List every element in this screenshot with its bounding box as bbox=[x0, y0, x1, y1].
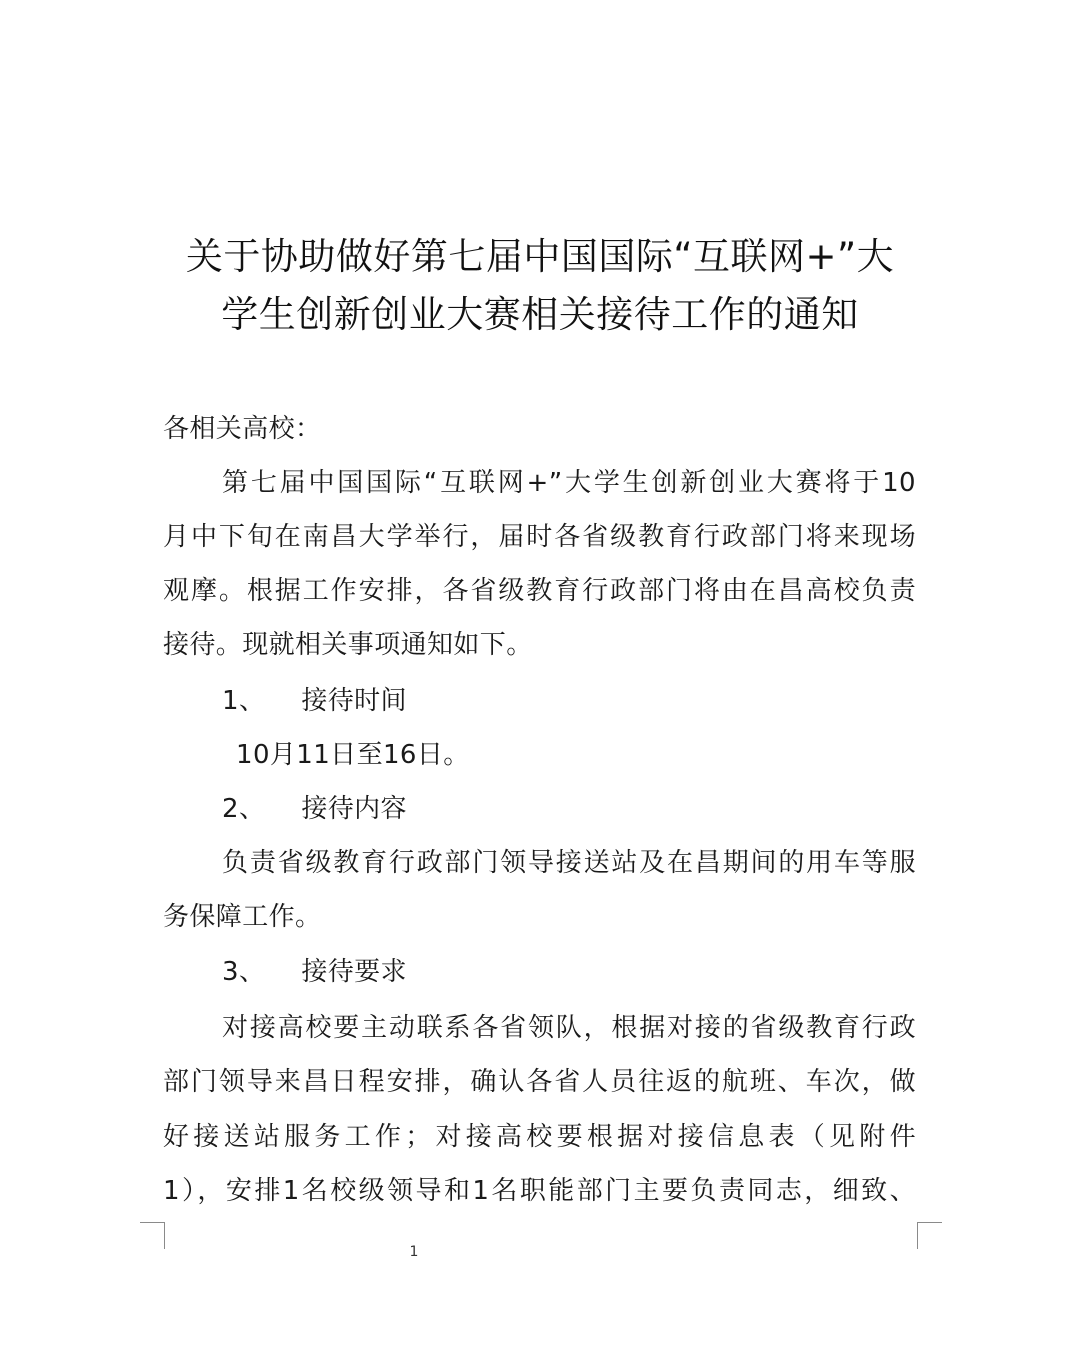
margin-corner-mark-left bbox=[140, 1222, 165, 1249]
section-3-line-4-text: 1），安排1名校级领导和1名职能部门主要负责同志，细致、 bbox=[163, 1176, 916, 1206]
title-line-2: 学生创新创业大赛相关接待工作的通知 bbox=[221, 293, 859, 336]
section-3-heading bbox=[222, 951, 982, 988]
section-2-title: 接待内容 bbox=[301, 794, 407, 824]
intro-line-3-text: 观摩。根据工作安排，各省级教育行政部门将由在昌高校负责 bbox=[163, 576, 916, 606]
intro-line-3 bbox=[163, 570, 916, 607]
margin-corner-mark-right bbox=[917, 1222, 942, 1249]
section-2-heading bbox=[222, 788, 982, 825]
salutation: 各相关高校： bbox=[163, 414, 322, 444]
section-1-number: 1、 bbox=[222, 686, 266, 716]
page-number: 1 bbox=[409, 1244, 419, 1260]
section-3-line-4 bbox=[163, 1170, 916, 1207]
intro-line-1-text: 第七届中国国际“互联网+”大学生创新创业大赛将于10 bbox=[222, 468, 916, 498]
document-title bbox=[150, 228, 930, 344]
section-3-line-2 bbox=[163, 1061, 916, 1098]
section-1-heading bbox=[222, 680, 982, 717]
section-3-line-3 bbox=[163, 1116, 916, 1153]
section-1-title: 接待时间 bbox=[301, 686, 407, 716]
intro-line-2-text: 月中下旬在南昌大学举行，届时各省级教育行政部门将来现场 bbox=[163, 522, 916, 552]
section-2-line-1-text: 负责省级教育行政部门领导接送站及在昌期间的用车等服 bbox=[222, 848, 916, 878]
section-3-line-1 bbox=[222, 1007, 916, 1044]
section-3-line-2-text: 部门领导来昌日程安排，确认各省人员往返的航班、车次，做 bbox=[163, 1067, 916, 1097]
section-2-line-2: 务保障工作。 bbox=[163, 902, 322, 932]
intro-line-1 bbox=[222, 462, 916, 499]
section-1-line-1: 10月11日至16日。 bbox=[236, 740, 470, 770]
section-3-title: 接待要求 bbox=[301, 957, 407, 987]
section-2-line-1 bbox=[222, 842, 916, 879]
section-3-number: 3、 bbox=[222, 957, 266, 987]
intro-line-2 bbox=[163, 516, 916, 553]
section-2-number: 2、 bbox=[222, 794, 266, 824]
section-3-line-3-text: 好接送站服务工作；对接高校要根据对接信息表（见附件 bbox=[163, 1122, 916, 1152]
title-line-1: 关于协助做好第七届中国国际“互联网+”大 bbox=[185, 235, 895, 278]
section-3-line-1-text: 对接高校要主动联系各省领队，根据对接的省级教育行政 bbox=[222, 1013, 916, 1043]
intro-line-4: 接待。现就相关事项通知如下。 bbox=[163, 630, 533, 660]
